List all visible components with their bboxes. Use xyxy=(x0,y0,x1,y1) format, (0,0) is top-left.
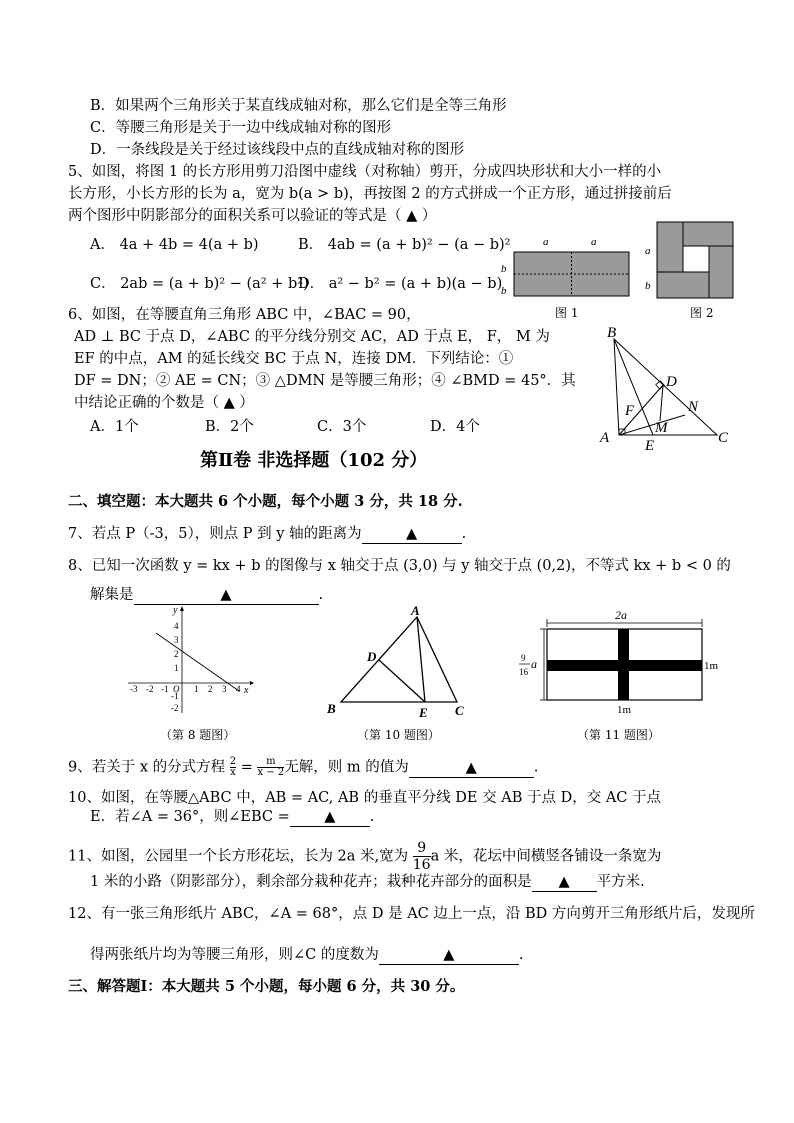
q12-answer-blank[interactable]: ▲ xyxy=(379,946,519,965)
q6-option-a: A．1个 xyxy=(90,419,139,435)
q10-answer-blank[interactable]: ▲ xyxy=(290,808,370,827)
q8-line2-text: 解集是 xyxy=(90,587,134,603)
q5-line3: 两个图形中阴影部分的面积关系可以验证的等式是（ ▲ ） xyxy=(68,208,437,224)
q11-line1-b: a 米，花坛中间横竖各铺设一条宽为 xyxy=(430,848,662,865)
label-n: N xyxy=(688,399,699,415)
segment-de xyxy=(379,660,425,702)
q6-line1: 6、如图，在等腰直角三角形 ABC 中，∠BAC = 90， xyxy=(68,307,421,323)
q5-option-a: A． 4a + 4b = 4(a + b) xyxy=(90,237,259,253)
fig11-caption: （第 11 题图） xyxy=(577,728,660,742)
fig8-ytick: 3 xyxy=(174,635,179,645)
q9-answer-blank[interactable]: ▲ xyxy=(409,759,534,778)
q8-line1: 8、已知一次函数 y = kx + b 的图像与 x 轴交于点 (3,0) 与 y 轴交于点 (0,2)，不等式 kx + b < 0 的 xyxy=(68,558,731,574)
fig8-function-line xyxy=(156,633,239,691)
label-f: F xyxy=(625,403,635,419)
q5-figure-1 xyxy=(500,232,630,312)
q8-line2 xyxy=(90,586,323,605)
q10-line2-text: E．若∠A = 36°，则∠EBC = xyxy=(90,809,290,825)
q9-equals: = xyxy=(240,759,253,776)
q4-option-d: D．一条线段是关于经过该线段中点的直线成轴对称的图形 xyxy=(90,142,465,158)
q5-option-b: B． 4ab = (a + b)² − (a − b)² xyxy=(298,237,511,253)
q5-figure-2 xyxy=(643,218,743,298)
q11-line2-text: 1 米的小路（阴影部分），剩余部分栽种花卉；栽种花卉部分的面积是 xyxy=(90,874,532,890)
fig10-label-b: B xyxy=(327,701,336,716)
fig11-flowerbed xyxy=(517,605,727,715)
q9 xyxy=(68,757,538,778)
fig1-label-b-top: b xyxy=(501,263,507,275)
q11-answer-blank[interactable]: ▲ xyxy=(532,873,597,892)
label-d: D xyxy=(666,374,677,390)
q6-line4: DF = DN；② AE = CN；③ △DMN 是等腰三角形；④ ∠BMD = 45°．其 xyxy=(74,373,576,389)
q7-text: 7、若点 P（-3，5），则点 P 到 y 轴的距离为 xyxy=(68,526,362,542)
fig8-xtick: -3 xyxy=(130,684,138,694)
fig11-right-label: 1m xyxy=(704,660,719,672)
label-m: M xyxy=(655,420,668,436)
q6-option-d: D．4个 xyxy=(430,419,480,435)
q6-line3: EF 的中点，AM 的延长线交 BC 于点 N，连接 DM．下列结论：① xyxy=(74,351,514,367)
fig8-xtick: 4 xyxy=(236,684,241,694)
q9-fraction-right: $\frac{m}{x - 2}$ xyxy=(257,756,285,778)
fig2-label-b: b xyxy=(645,280,651,292)
fig11-side-var: a xyxy=(531,657,537,671)
fig10-label-c: C xyxy=(455,703,464,718)
fig8-xtick: 1 xyxy=(194,684,199,694)
fig10-caption: （第 10 题图） xyxy=(357,728,440,742)
fig11-side-den: 16 xyxy=(519,667,528,677)
q12-line2 xyxy=(90,946,523,965)
q5-line2: 长方形，小长方形的长为 a，宽为 b(a > b)，再按图 2 的方式拼成一个正方形，通过拼接前后 xyxy=(68,186,672,202)
fig8-caption: （第 8 题图） xyxy=(160,728,236,742)
q6-option-b: B．2个 xyxy=(205,419,254,435)
q7-answer-blank[interactable]: ▲ xyxy=(362,525,462,544)
q10-line2 xyxy=(90,808,374,827)
fig8-ytick: 1 xyxy=(174,663,179,673)
fig1-label-a-right: a xyxy=(591,236,597,248)
q5-fig2-caption: 图 2 xyxy=(690,306,714,320)
q5-option-c: C． 2ab = (a + b)² − (a² + b²) xyxy=(90,276,309,292)
fig8-xtick: 3 xyxy=(222,684,227,694)
segment-ae xyxy=(417,617,425,702)
q4-option-c: C．等腰三角形是关于一边中线成轴对称的图形 xyxy=(90,120,392,136)
q6-figure xyxy=(600,325,740,455)
q11-line1-a: 11、如图，公园里一个长方形花坛，长为 2a 米,宽为 xyxy=(68,848,409,865)
fig2-label-a: a xyxy=(645,245,651,257)
fig11-top-label: 2a xyxy=(615,608,627,622)
q11-fraction: $\frac{9}{16}$ xyxy=(412,840,431,873)
label-a: A xyxy=(600,430,610,446)
fig1-label-b-bottom: b xyxy=(501,285,507,297)
q7-end: . xyxy=(461,526,467,542)
fig8-ytick: 4 xyxy=(174,621,179,631)
fig11-bottom-label: 1m xyxy=(617,704,632,716)
fig2-center-hole xyxy=(683,246,709,272)
label-c: C xyxy=(718,430,729,446)
q10-line1: 10、如图，在等腰△ABC 中，AB = AC, AB 的垂直平分线 DE 交 AB 于点 D，交 AC 于点 xyxy=(68,790,661,806)
q8-end: . xyxy=(318,587,324,603)
triangle-abc xyxy=(341,617,457,702)
q6-line5: 中结论正确的个数是（ ▲ ） xyxy=(74,395,254,411)
segment-dm xyxy=(660,385,663,421)
q11-line2 xyxy=(90,873,645,892)
fig8-ytick: -2 xyxy=(171,703,179,713)
label-e: E xyxy=(645,438,655,454)
q5-option-d: D． a² − b² = (a + b)(a − b) xyxy=(298,276,503,292)
section2-title: 二、填空题：本大题共 6 个小题，每个小题 3 分，共 18 分. xyxy=(68,493,463,510)
q9-fraction-left: $\frac{2}{x}$ xyxy=(229,756,237,778)
q11-line1 xyxy=(68,840,661,873)
q9-text: 9、若关于 x 的分式方程 xyxy=(68,759,226,776)
q9-end: . xyxy=(533,759,539,776)
fig8-y-label: y xyxy=(173,605,178,616)
fig8-ytick: 2 xyxy=(174,649,179,659)
fig8-ytick: -1 xyxy=(171,691,179,701)
fig11-vertical-path xyxy=(618,629,629,700)
q6-line2: AD ⊥ BC 于点 D，∠ABC 的平分线分别交 AC，AD 于点 E， F， M 为 xyxy=(74,329,550,345)
q11-end: 平方米. xyxy=(596,874,645,890)
fig8-xtick: 2 xyxy=(208,684,213,694)
fig10-triangle xyxy=(325,605,475,720)
fig10-label-a: A xyxy=(411,603,420,618)
q10-end: . xyxy=(369,809,375,825)
q9-rest: 无解，则 m 的值为 xyxy=(284,759,409,776)
part2-title: 第Ⅱ卷 非选择题（102 分） xyxy=(200,450,428,471)
fig8-xtick: -1 xyxy=(161,684,169,694)
q6-option-c: C．3个 xyxy=(317,419,367,435)
fig8-x-label: x xyxy=(244,685,249,696)
fig10-label-d: D xyxy=(367,649,377,664)
fig8-graph xyxy=(128,605,258,715)
fig8-xtick: O xyxy=(173,684,180,694)
q12-line2-text: 得两张纸片均为等腰三角形，则∠C 的度数为 xyxy=(90,947,379,963)
segment-be xyxy=(614,339,653,435)
q5-fig1-caption: 图 1 xyxy=(555,306,579,320)
label-b: B xyxy=(607,325,617,341)
q4-option-b: B．如果两个三角形关于某直线成轴对称，那么它们是全等三角形 xyxy=(90,98,507,114)
q12-end: . xyxy=(518,947,524,963)
fig11-side-num: 9 xyxy=(521,653,526,663)
fig10-label-e: E xyxy=(419,705,428,720)
fig1-label-a-left: a xyxy=(543,236,549,248)
q7 xyxy=(68,525,466,544)
q12-line1: 12、有一张三角形纸片 ABC，∠A = 68°，点 D 是 AC 边上一点，沿 BD 方向剪开三角形纸片后，发现所 xyxy=(68,906,755,922)
section3-title: 三、解答题Ⅰ：本大题共 5 个小题，每小题 6 分，共 30 分。 xyxy=(68,978,465,995)
fig8-xtick: -2 xyxy=(146,684,154,694)
q5-line1: 5、如图，将图 1 的长方形用剪刀沿图中虚线（对称轴）剪开，分成四块形状和大小一样的小 xyxy=(68,164,662,180)
q8-answer-blank[interactable]: ▲ xyxy=(134,586,319,605)
